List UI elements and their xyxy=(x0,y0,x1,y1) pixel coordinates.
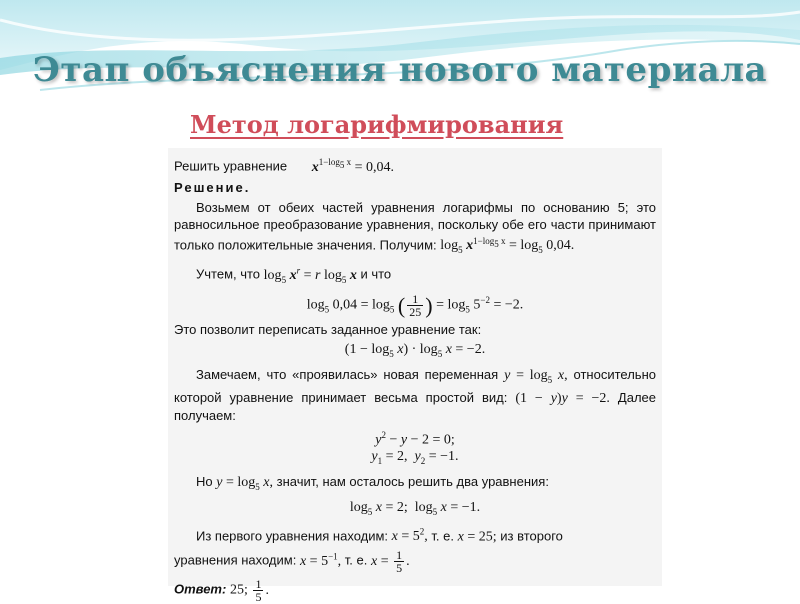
task-prefix: Решить уравнение xyxy=(174,158,288,174)
task-line xyxy=(174,154,656,176)
slide-title: Этап объяснения нового материала xyxy=(32,50,768,90)
para-note-log-rule: Учтем, что $\log_5 x^r = r$ $\log_5 x$ и что xyxy=(196,265,392,285)
para-first-solution: Из первого уравнения находим: $x = 5^2$, т. е. x = 25; из второго xyxy=(196,526,563,545)
eq-roots: $y_1 = 2$, $y_2 = -1$. xyxy=(371,449,459,467)
para-rewrite: Это позволит переписать заданное уравнение так: xyxy=(174,322,482,338)
task-equation: $x^{1-log_5 x} = 0,04$. xyxy=(311,157,395,175)
eq-quadratic: $y^2 - y - 2 = 0$; xyxy=(375,429,455,448)
textbook-excerpt xyxy=(168,148,662,604)
eq-rewritten: $(1 - \log_5 x) \cdot \log_5 x = -2$. xyxy=(344,342,486,359)
para-second-solution: уравнения находим: $x = 5^{-1}$, т. е. x = $\frac{1}{5}$ . xyxy=(174,548,410,576)
answer-line: Ответ: 25; $\frac{1}{5}$ . xyxy=(174,577,269,604)
eq-two-cases: $\log_5 x = 2$; $\log_5 x = -1$. xyxy=(349,499,481,517)
slide-subtitle: Метод логарифмирования xyxy=(190,110,564,139)
para-substitution: Замечаем, что «проявилась» новая переменная $y = \log_5 x$, относительно которой уравнение принимает весьма простой вид: (1 − y)y = −2. Далее получаем: xyxy=(174,366,656,423)
solution-label: Решение. xyxy=(174,179,251,195)
para-two-equations: Но $y = \log_5 x$, значит, нам осталось решить два уравнения: xyxy=(196,474,549,492)
eq-log-value: $\log_5 0,04 = \log_5$ ( $\frac{1}{25}$ ) = $\log_5 5^{-2} = -2$. xyxy=(306,291,524,319)
para-take-log: Возьмем от обеих частей уравнения логарифмы по основанию 5; это равносильное преобразование уравнения, поскольку обе его части принимают только положительные значения. Получим: $\log_5 x^{1-log_5 x} = \log_5 0,04$. xyxy=(174,199,656,256)
